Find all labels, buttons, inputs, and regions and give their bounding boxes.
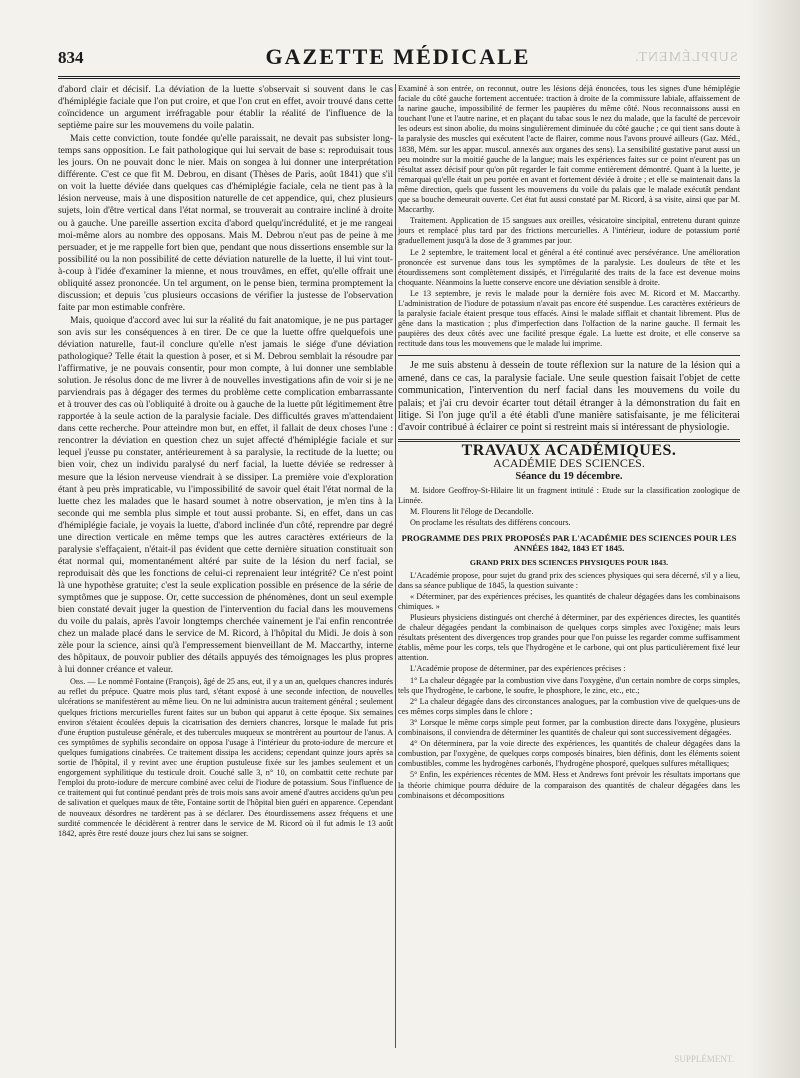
- page-edge-shadow: [748, 0, 800, 1078]
- seance-date: Séance du 19 décembre.: [515, 471, 623, 483]
- show-through-text: SUPPLÉMENT.: [634, 50, 738, 65]
- left-column: [58, 84, 393, 840]
- paragraph: M. Isidore Geoffroy-St-Hilaire lit un fragment intitulé : Etude sur la classification zoologique de Linnée.: [398, 486, 740, 506]
- paragraph: 4° On déterminera, par la voie directe des expériences, les quantités de chaleur dégagées dans la combustion, par l'oxygène, de quelques corps composés binaires, bien définis, dont les éléments soient combustibles, comme les hydrogènes carbonés, l'hydrogène phosporé, quelques sulfures métalliques;: [398, 739, 740, 769]
- prize-heading: GRAND PRIX DES SCIENCES PHYSIQUES POUR 1843.: [469, 557, 669, 567]
- paragraph: On proclame les résultats des différens concours.: [410, 518, 571, 528]
- observation-label: Obs.: [70, 677, 86, 687]
- page-header: [58, 44, 738, 74]
- paragraph: « Déterminer, par des expériences précises, les quantités de chaleur dégagées dans les combinaisons chimiques. »: [398, 591, 740, 611]
- show-through-footer: SUPPLÉMENT.: [674, 1054, 734, 1064]
- paragraph: Je me suis abstenu à dessein de toute réflexion sur la nature de la lésion qui a amené, dans ce cas, la paralysie faciale. Une seule question faisait l'objet de cette communication, l'intervention du nerf facial dans les mouvemens du voile du palais; et j'ai cru devoir écarter tout détail étranger à la démonstration du fait en litige. Si l'on juge qu'il a été établi d'une manière satisfaisante, je me féliciterai d'avoir contribué à éclairer ce point si restreint mais si intéressant de physiologie.: [398, 360, 740, 434]
- paragraph: Le 13 septembre, je revis le malade pour la dernière fois avec M. Ricord et M. Maccarthy. L'administration de l'iodure de potassium n'avait pas encore été suspendue. Les caractères extérieurs de la paralysie faciale étaient presque tous effacés. Ainsi le malade sifflait et chantait librement. Plus de gêne dans la mastication ; plus d'imperfection dans l'olfaction de la narine gauche. Il fermait les paupières des deux côtés avec une facilité presque égale. La luette est droite, et elle conserve sa rectitude dans tous les mouvemens que le malade lui imprime.: [398, 288, 740, 349]
- paragraph: L'Académie propose, pour sujet du grand prix des sciences physiques qui sera décerné, s'il y a lieu, dans sa séance publique de 1845, la question suivante :: [398, 570, 740, 590]
- journal-title: GAZETTE MÉDICALE: [265, 44, 531, 69]
- paragraph: M. Flourens lit l'éloge de Decandolle.: [410, 507, 534, 517]
- paragraph: Traitement. Application de 15 sangsues aux oreilles, vésicatoire sincipital, entretenu durant quinze jours et remplacé plus tard par des frictions mercurielles. A l'intérieur, iodure de potassium porté graduellement jusqu'à la dose de 3 grammes par jour.: [398, 216, 740, 246]
- paragraph: Mais cette conviction, toute fondée qu'elle paraissait, ne devait pas subsister long-temps sans opposition. Le fait pathologique qui lui servait de base s: reproduisait tous les jours. On ne pouvait donc le nier. Mais on songea à lui donner une interprétation différente. C'est ce que fit M. Debrou, en disant (Thèses de Paris, août 1841) que s'il on voit la luette déviée dans quelques cas d'hémiplégie faciale, cela ne tient pas à la lésion nerveuse, mais à une disposition naturelle de cet appendice, qui, chez plusieurs sujets, loin d'être vertical dans l'état normal, se trouverait au contraire incliné à droite ou à gauche. Une pareille assertion excita d'abord quelqu'incrédulité, et je me rangeai moi-même alors au nombre des opposans. Mais M. Debrou n'eut pas de peine à me persuader, et je me rappelle fort bien que, pendant que nous dissertions ensemble sur la possibilité ou la non possibilité de cette déviation naturelle de la luette, il lui vint tout-à-coup à l'idée d'examiner la mienne, et nous trouvâmes, en effet, qu'elle offrait une obliquité assez prononcée. Un tel argument, on le pense bien, termina promptement la discussion; et depuis 'cus plusieurs occasions de vérifier la justesse de l'observation faite par mon estimable confrère.: [58, 133, 393, 313]
- section-title: TRAVAUX ACADÉMIQUES.: [461, 441, 677, 459]
- divider: [398, 355, 740, 356]
- paragraph: Le 2 septembre, le traitement local et général a été continué avec persévérance. Une amélioration prononcée est survenue dans tous les symptômes de la paralysie. Les douleurs de tête et les étourdissemens sont complètement dissipés, et l'irrégularité des traits de la face est devenue moins choquante. Néanmoins la luette conserve encore une déviation sensible à droite.: [398, 247, 740, 287]
- program-heading: PROGRAMME DES PRIX PROPOSÉS PAR L'ACADÉMIE DES SCIENCES POUR LES ANNÉES 1842, 1843 ET 1845.: [401, 532, 737, 554]
- page-number: 834: [58, 48, 84, 67]
- paragraph: Mais, quoique d'accord avec lui sur la réalité du fait anatomique, je ne pus partager son avis sur les conséquences à en tirer. De ce que la luette offre quelquefois une déviation naturelle, faut-il conclure qu'elle n'est jamais le siége d'une déviation pathologique? Telle était la question à poser, et si M. Debrou semblait la résoudre par l'affirmative, je ne pouvais consentir, pour mon compte, à lui donner une semblable solution. Je résolus donc de me livrer à de nouvelles investigations afin de voir si je ne parviendrais pas à dégager des termes du problème cette complication embarrassante et à trouver des cas où l'obliquité à droite ou à gauche de la luette pût légitimement être rapportée à la seule action de la paralysie faciale. Des difficultés graves m'attendaient dans cette recherche. Pour atteindre mon but, en effet, il fallait de deux choses l'une : rencontrer la déviation en question chez un sujet affecté d'hémiplégie faciale et sur lequel j'eusse pu constater, antérieurement à sa paralysie, la rectitude de la luette; ou bien voir, chez un individu paralysé du nerf facial, la luette déviée se redresser à mesure que la lésion nerveuse viendrait à se dissiper. La première voie d'exploration étant à peu près impraticable, vu l'impossibilité de savoir quel était l'état normal de la luette chez les malades que le hasard soumet à notre observation, je m'en tins à la seconde qui me sembla plus simple et tout aussi probante. Si, en effet, dans un cas d'hémiplégie faciale, je voyais la luette, d'abord inclinée d'un côté, reprendre par degré une direction verticale en même temps que les autres caractères extérieurs de la paralysie s'effaçaient, n'était-il pas évident que cette dernière situation constituait son état normal qui, momentanément altéré par suite de la lésion du nerf facial, se reproduisait dès que les fonctions de celui-ci reprenaient leur intégrité? Ce n'est point là une hypothèse gratuite; c'est la seule explication possible en présence de la série de symptômes que je suppose. Or, cette succession de phénomènes, dont un seul exemple bien constaté devait juger la question de l'intervention du facial dans les mouvemens du voile du palais, après l'avoir longtemps cherchée vainement je l'ai enfin rencontrée chez un malade placé dans le service de M. Ricord, à l'hôpital du Midi. Je dois à son zèle pour la science, ainsi qu'à l'empressement bienveillant de M. Maccarthy, interne des hôpitaux, de pouvoir publier des détails appuyés des témoignages les plus propres à lui donner créance et valeur.: [58, 314, 393, 676]
- right-column: [398, 84, 740, 802]
- paragraph: 1° La chaleur dégagée par la combustion vive dans l'oxygène, d'un certain nombre de corps simples, tels que l'hydrogène, le carbone, le soufre, le phosphore, le zinc, etc., etc.;: [398, 675, 740, 695]
- paragraph: L'Académie propose de déterminer, par des expériences précises :: [410, 664, 626, 674]
- header-rule: [58, 76, 740, 79]
- paragraph: 5° Enfin, les expériences récentes de MM. Hess et Andrews font prévoir les résultats importans que la théorie chimique pourra déduire de la comparaison des quantités de chaleur dégagées dans les combinaisons et décompositions: [398, 770, 740, 800]
- observation-paragraph: [58, 677, 393, 839]
- section-subtitle: ACADÉMIE DES SCIENCES.: [493, 455, 645, 470]
- paragraph: 2° La chaleur dégagée dans des circonstances analogues, par la combustion vive de quelques-uns de ces mêmes corps simples dans le chlore ;: [398, 696, 740, 716]
- paragraph: Examiné à son entrée, on reconnut, outre les lésions déjà énoncées, tous les signes d'une hémiplégie faciale du côté gauche fortement accentuée: traction à droite de la commissure labiale, affaissement de la narine gauche, impossibilité de fermer les paupières du même côté. Nous reconnaissons aussi en touchant l'une et l'autre narine, et en plaçant du tabac sous le nez du malade, que la faculté de percevoir les odeurs est sinon abolie, du moins singulièrement diminuée du côté gauche ; ce qui tient sans doute à la paralysie des muscles qui exécutent l'acte de flairer, comme nous l'avons prouvé ailleurs (Gaz. Méd., 1838, Mém. sur les appar. muscul. annexés aux organes des sens). La sensibilité gustative parut aussi un peu moindre sur la moitié gauche de la langue; mais les expériences faites sur ce point n'eurent pas un résultat assez décisif pour qu'on pût regarder le fait comme entièrement démontré. Quant à la luette, je remarquai qu'elle était un peu portée en avant et fortement déviée à droite ; et elle se maintenait dans la même direction, quels que fussent les mouvemens du voile du palais que le malade exécutât pendant que sa bouche demeurait ouverte. Cet état fut aussi constaté par M. Ricord, à sa visite, ainsi que par M. Maccarthy.: [398, 84, 740, 215]
- observation-text: — Le nommé Fontaine (François), âgé de 25 ans, eut, il y a un an, quelques chancres indurés au reflet du prépuce. Quatre mois plus tard, s'étant exposé à une seconde infection, de nouvelles ulcérations se manifestèrent au même lieu. On ne lui administra aucun traitement général ; seulement quelques frictions mercurielles furent faites sur un bubon qui apparut à cette époque. Six semaines environ s'étaient écoulées depuis la cicatrisation des derniers chancres, lorsque le malade fut pris d'une éruption pustuleuse générale, et des tubercules muqueux se montrèrent au pourtour de l'anus. A ces symptômes de syphilis secondaire on opposa l'usage à l'intérieur du proto-iodure de mercure et quelques fumigations cinabrées. Ce traitement dissipa les accidens; cependant quinze jours après sa sortie de l'hôpital, il y revint avec une éruption pustuleuse fixée sur les jambes seulement et un engorgement syphilitique du testicule droit. Couché salle 3, n° 10, on combattit cette rechute par l'emploi du proto-iodure de mercure combiné avec celui de l'iodure de potassium. Sous l'influence de ce traitement qui fut continué pendant près de trois mois sans avoir amené d'autres accidens qu'un peu de salivation et quelques maux de tête, Fontaine sortit de l'hôpital bien guéri en apparence. Cependant de nouveaux désordres ne tardèrent pas à se déclarer. Des étourdissemens assez fréquens et une surdité commencée le décidèrent à rentrer dans le service de M. Ricord où il fut admis le 13 août 1842, après être resté douze jours chez lui sans se soigner.: [58, 677, 393, 838]
- paragraph: d'abord clair et décisif. La déviation de la luette s'observait si souvent dans le cas d'hémiplégie faciale que l'on put croire, et que l'on crut en effet, avoir trouvé dans cette coïncidence un argument irréfragable pour établir la réalité de l'influence de la septième paire sur les mouvemens du voile palatin.: [58, 84, 393, 132]
- column-divider: [395, 84, 396, 1048]
- paragraph: 3° Lorsque le même corps simple peut former, par la combustion directe dans l'oxygène, plusieurs combinaisons, il conviendra de déterminer les quantités de chaleur qui sont successivement dégagées.: [398, 717, 740, 738]
- paragraph: Plusieurs physiciens distingués ont cherché à déterminer, par des expériences directes, les quantités de chaleur dégagées pendant la combinaison de quelques corps simples avec l'oxigène; mais leurs résultats présentent des divergences trop grandes pour que l'on puisse les regarder comme suffisamment établis, même pour les corps, tels que l'hydrogène et le carbone, qui ont plus particulièrement fixé leur attention.: [398, 613, 740, 663]
